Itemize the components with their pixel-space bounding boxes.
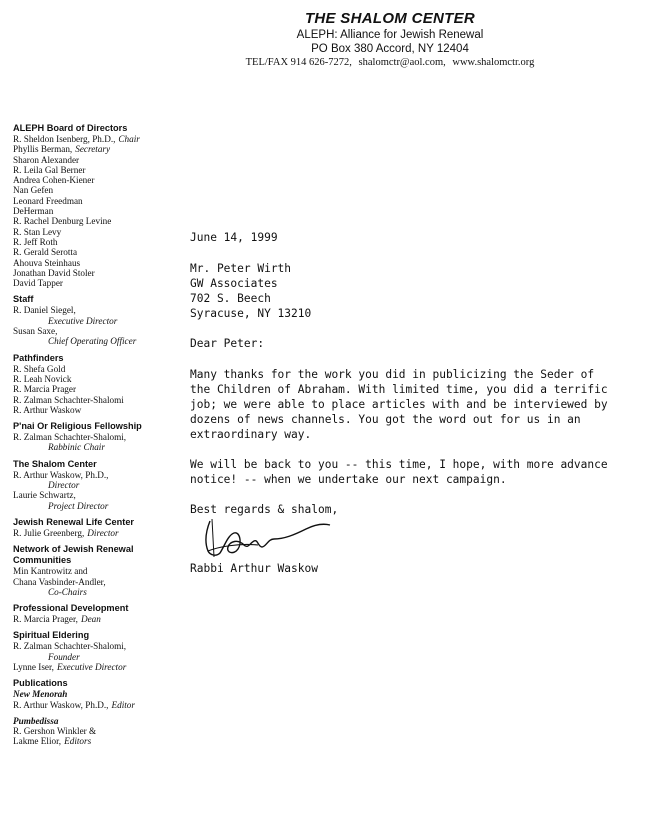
member-role: Executive Director bbox=[48, 315, 118, 326]
sidebar-heading: Professional Development bbox=[13, 603, 129, 614]
member-name: Ahouva Steinhaus bbox=[13, 257, 81, 268]
member-name: Nan Gefen bbox=[13, 185, 54, 196]
sidebar-heading: Publications bbox=[13, 678, 68, 689]
member-name bbox=[13, 305, 183, 315]
board-member bbox=[13, 237, 183, 247]
sidebar-section-publications bbox=[13, 678, 183, 710]
member-name bbox=[13, 566, 183, 576]
member-name: Phyllis Berman, bbox=[13, 144, 73, 155]
member-name bbox=[13, 395, 183, 405]
board-member bbox=[13, 247, 183, 257]
member-name-text: R. Marcia Prager, bbox=[13, 614, 78, 625]
member-name bbox=[13, 470, 183, 480]
board-member bbox=[13, 144, 183, 154]
member-name: R. Stan Levy bbox=[13, 226, 62, 237]
sidebar-heading: P'nai Or Religious Fellowship bbox=[13, 421, 142, 432]
org-contact bbox=[200, 56, 580, 70]
member-name: R. Jeff Roth bbox=[13, 236, 58, 247]
member-name-text: R. Gershon Winkler & bbox=[13, 726, 97, 737]
recipient-line: GW Associates bbox=[190, 277, 278, 290]
sidebar-heading: ALEPH Board of Directors bbox=[13, 123, 128, 133]
sidebar-heading: The Shalom Center bbox=[13, 458, 97, 469]
board-member bbox=[13, 196, 183, 206]
member-name-text: R. Zalman Schachter-Shalomi, bbox=[13, 432, 127, 443]
member-name-text: Chana Vasbinder-Andler, bbox=[13, 576, 106, 587]
member-name-text: R. Zalman Schachter-Shalomi bbox=[13, 394, 124, 405]
signer-name: Rabbi Arthur Waskow bbox=[190, 562, 318, 575]
member-name bbox=[13, 577, 183, 587]
sidebar-heading: Staff bbox=[13, 294, 34, 305]
board-member bbox=[13, 165, 183, 175]
member-role: Dean bbox=[80, 614, 101, 625]
member-name bbox=[13, 405, 183, 415]
sidebar-section-eldering bbox=[13, 630, 183, 672]
member-name bbox=[13, 432, 183, 442]
signature bbox=[198, 517, 338, 561]
member-name-text: R. Arthur Waskow, Ph.D., bbox=[13, 469, 109, 480]
sidebar-heading: Jewish Renewal Life Center bbox=[13, 516, 135, 527]
member-role: Co-Chairs bbox=[48, 586, 87, 597]
member-name bbox=[13, 726, 183, 736]
member-name bbox=[13, 700, 183, 710]
member-role: Director bbox=[48, 480, 80, 491]
member-name: Leonard Freedman bbox=[13, 195, 83, 206]
member-name-text: R. Marcia Prager bbox=[13, 384, 77, 395]
org-name: THE SHALOM CENTER bbox=[304, 10, 476, 27]
sidebar-section-pumbedissa bbox=[13, 716, 183, 747]
board-member bbox=[13, 175, 183, 185]
sidebar-subheading: New Menorah bbox=[13, 689, 68, 700]
board-member bbox=[13, 258, 183, 268]
member-name-text: Lakme Elior, bbox=[13, 736, 62, 747]
sidebar-section-professional bbox=[13, 603, 183, 624]
board-member bbox=[13, 268, 183, 278]
member-name bbox=[13, 326, 183, 336]
org-email: shalomctr@aol.com, bbox=[358, 57, 446, 68]
sidebar-heading: Network of Jewish Renewal Communities bbox=[13, 544, 134, 566]
sidebar-section-pathfinders bbox=[13, 353, 183, 415]
member-name: DeHerman bbox=[13, 206, 54, 217]
board-member bbox=[13, 227, 183, 237]
member-role: Founder bbox=[48, 651, 80, 662]
member-name-text: Laurie Schwartz, bbox=[13, 490, 76, 501]
member-name bbox=[13, 736, 183, 746]
member-name-text: R. Arthur Waskow, Ph.D., bbox=[13, 699, 109, 710]
member-name bbox=[13, 364, 183, 374]
recipient-line: 702 S. Beech bbox=[190, 292, 271, 305]
paragraph: Many thanks for the work you did in publicizing the Seder of the Children of Abraham. With limited time, you did a terrific job; we were able to place articles with and be interviewed by dozens of news channels. You got the word out for us in an extraordinary way. bbox=[190, 368, 608, 441]
member-name bbox=[13, 490, 183, 500]
member-name bbox=[13, 528, 183, 538]
member-name-text: Susan Saxe, bbox=[13, 326, 58, 337]
org-phone: TEL/FAX 914 626-7272, bbox=[245, 57, 352, 68]
member-role: Rabbinic Chair bbox=[48, 442, 105, 453]
board-member bbox=[13, 278, 183, 288]
recipient-address bbox=[190, 261, 610, 321]
member-name: David Tapper bbox=[13, 278, 63, 289]
member-name-text: Min Kantrowitz and bbox=[13, 566, 88, 577]
org-website: www.shalomctr.org bbox=[452, 57, 535, 68]
board-member bbox=[13, 185, 183, 195]
signature-scribble bbox=[198, 517, 338, 561]
sidebar-section-life-center bbox=[13, 517, 183, 538]
member-name-text: R. Zalman Schachter-Shalomi, bbox=[13, 641, 127, 652]
member-name bbox=[13, 641, 183, 651]
member-role: Director bbox=[87, 527, 119, 538]
recipient-line: Mr. Peter Wirth bbox=[190, 262, 292, 275]
member-role: Editor bbox=[111, 699, 135, 710]
sidebar-heading: Spiritual Eldering bbox=[13, 630, 90, 641]
member-name bbox=[13, 384, 183, 394]
sidebar-section-shalom-center bbox=[13, 459, 183, 511]
member-name-text: R. Arthur Waskow bbox=[13, 404, 82, 415]
recipient-line: Syracuse, NY 13210 bbox=[190, 307, 312, 320]
sidebar-subheading: Pumbedissa bbox=[13, 715, 59, 726]
member-name bbox=[13, 662, 183, 672]
member-role: Executive Director bbox=[56, 661, 127, 672]
salutation: Dear Peter: bbox=[190, 337, 265, 350]
sidebar-directory bbox=[13, 123, 183, 753]
board-member bbox=[13, 216, 183, 226]
member-name bbox=[13, 374, 183, 384]
member-name: R. Gerald Serotta bbox=[13, 247, 78, 258]
member-role: Editors bbox=[64, 736, 92, 747]
org-address: PO Box 380 Accord, NY 12404 bbox=[311, 43, 469, 55]
sidebar-section-board bbox=[13, 123, 183, 288]
closing: Best regards & shalom, bbox=[190, 503, 339, 516]
member-role: Chair bbox=[118, 134, 140, 144]
member-name: R. Sheldon Isenberg, Ph.D., bbox=[13, 134, 116, 144]
member-role: Project Director bbox=[48, 500, 109, 511]
sidebar-section-pnai bbox=[13, 421, 183, 453]
board-member bbox=[13, 206, 183, 216]
member-name-text: Lynne Iser, bbox=[13, 661, 54, 672]
org-subtitle: ALEPH: Alliance for Jewish Renewal bbox=[296, 29, 484, 41]
member-name: R. Rachel Denburg Levine bbox=[13, 216, 112, 227]
member-name: R. Leila Gal Berner bbox=[13, 164, 86, 175]
member-role: Secretary bbox=[75, 144, 111, 155]
letterhead bbox=[200, 10, 580, 70]
sidebar-section-network bbox=[13, 544, 183, 597]
letter-date: June 14, 1999 bbox=[190, 231, 278, 244]
sidebar-heading: Pathfinders bbox=[13, 352, 64, 363]
sidebar-section-staff bbox=[13, 294, 183, 346]
member-name bbox=[13, 614, 183, 624]
member-name: Jonathan David Stoler bbox=[13, 267, 95, 278]
member-role: Chief Operating Officer bbox=[48, 336, 137, 347]
member-name-text: R. Shefa Gold bbox=[13, 363, 66, 374]
board-member bbox=[13, 134, 183, 144]
member-name: Sharon Alexander bbox=[13, 154, 80, 165]
member-name-text: R. Leah Novick bbox=[13, 373, 72, 384]
board-member bbox=[13, 155, 183, 165]
paragraph: We will be back to you -- this time, I hope, with more advance notice! -- when we undertake our next campaign. bbox=[190, 458, 608, 486]
member-name-text: R. Daniel Siegel, bbox=[13, 305, 76, 316]
member-name-text: R. Julie Greenberg, bbox=[13, 527, 85, 538]
letter-body bbox=[190, 230, 610, 576]
member-name: Andrea Cohen-Kiener bbox=[13, 175, 95, 186]
